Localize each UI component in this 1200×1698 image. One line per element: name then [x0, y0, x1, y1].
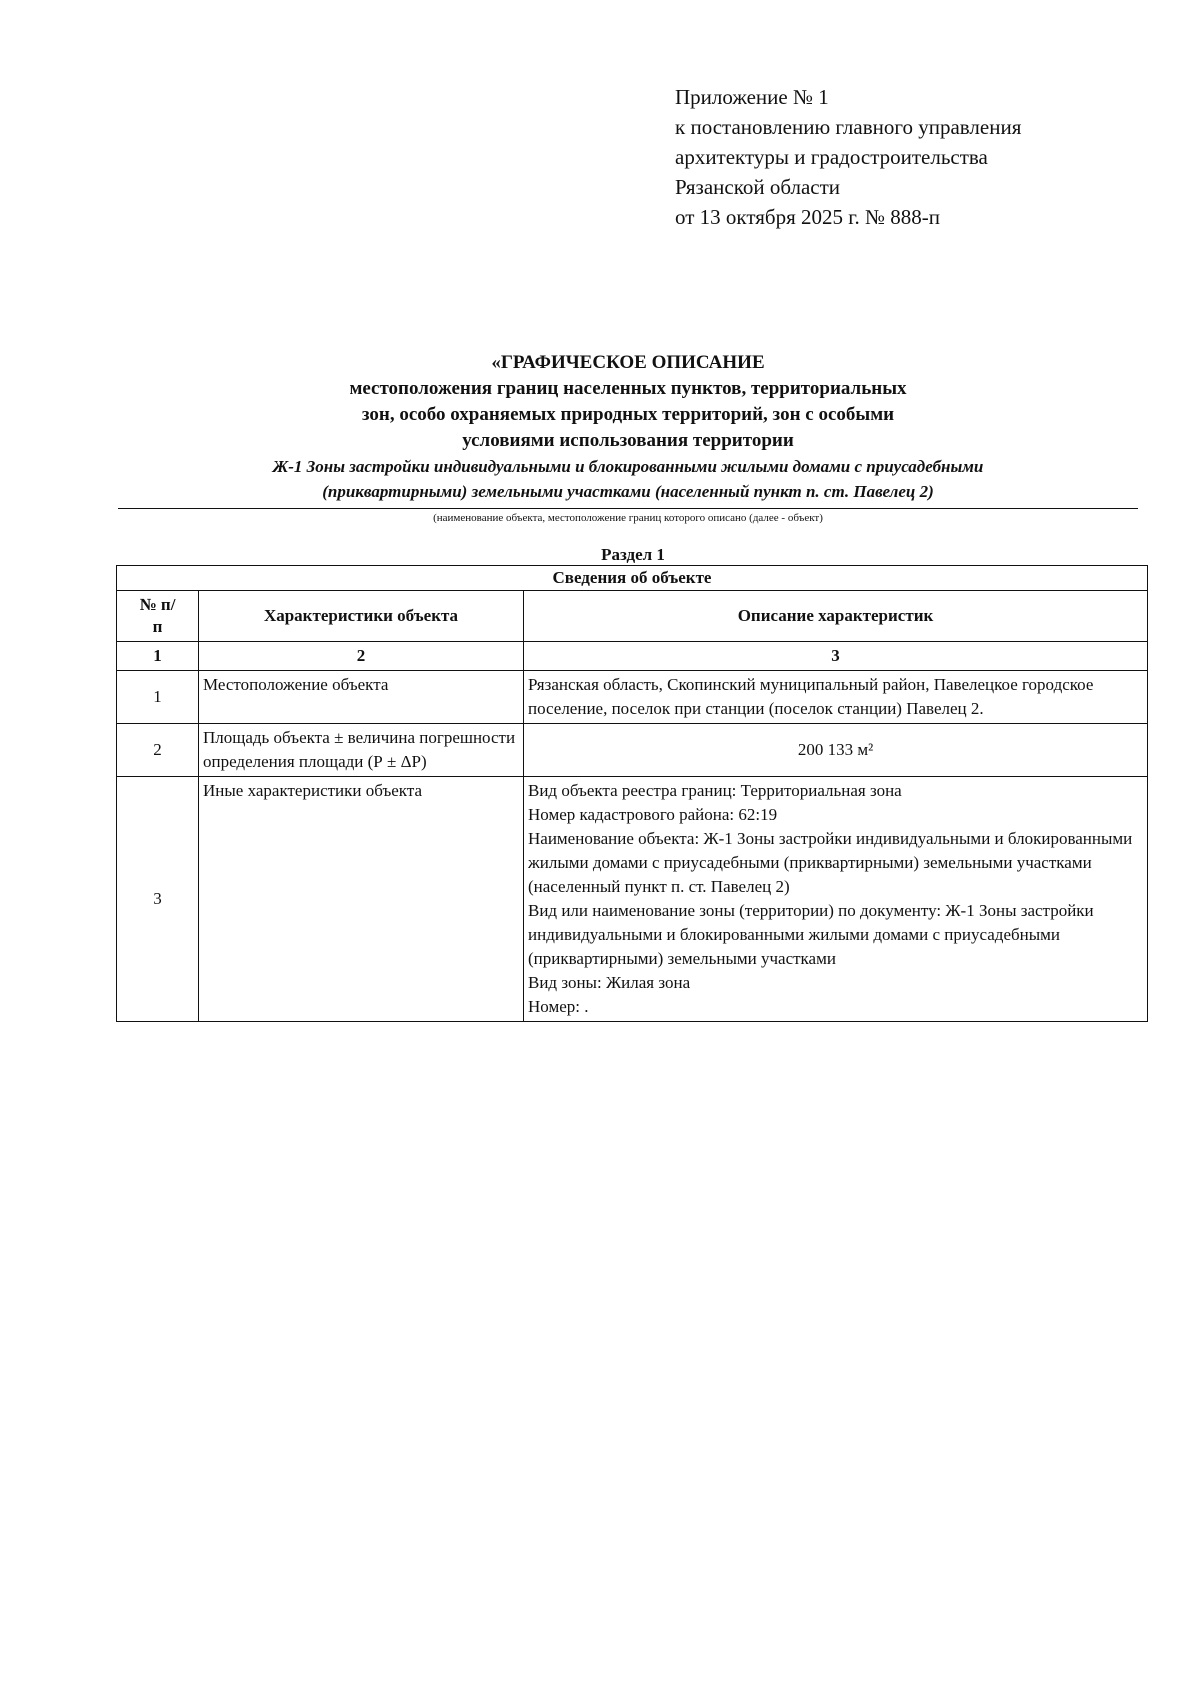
description-line: Вид или наименование зоны (территории) по документу: Ж-1 Зоны застройки индивидуальными и блокированными жилыми домами с приусадебными (приквартирными) земельными участками — [528, 901, 1094, 968]
row-num: 3 — [117, 777, 199, 1022]
title-underline — [118, 508, 1138, 509]
object-info-table — [116, 565, 1148, 1022]
row-description: Рязанская область, Скопинский муниципальный район, Павелецкое городское поселение, поселок при станции (поселок станции) Павелец 2. — [524, 671, 1148, 724]
table-row — [117, 724, 1148, 777]
title-line: «ГРАФИЧЕСКОЕ ОПИСАНИЕ — [491, 352, 765, 373]
appendix-line: архитектуры и градостроительства — [675, 145, 988, 169]
row-description — [524, 777, 1148, 1022]
description-line: Номер: . — [528, 997, 589, 1016]
object-name-line: (приквартирными) земельными участками (населенный пункт п. ст. Павелец 2) — [322, 482, 934, 501]
table-row — [117, 671, 1148, 724]
description-line: Номер кадастрового района: 62:19 — [528, 805, 778, 824]
object-name-note: (наименование объекта, местоположение границ которого описано (далее - объект) — [433, 512, 823, 524]
appendix-line: от 13 октября 2025 г. № 888-п — [675, 205, 940, 229]
row-characteristic: Площадь объекта ± величина погрешности определения площади (Р ± ΔР) — [199, 724, 524, 777]
description-line: Наименование объекта: Ж-1 Зоны застройки индивидуальными и блокированными жилыми домами с приусадебными (приквартирными) земельными участками (населенный пункт п. ст. Павелец 2) — [528, 829, 1133, 896]
header-description: Описание характеристик — [524, 591, 1148, 642]
table-row — [117, 777, 1148, 1022]
title-line: зон, особо охраняемых природных территорий, зон с особыми — [361, 404, 895, 425]
appendix-line: к постановлению главного управления — [675, 115, 1022, 139]
row-num: 1 — [117, 671, 199, 724]
header-characteristics: Характеристики объекта — [199, 591, 524, 642]
title-line: местоположения границ населенных пунктов, территориальных — [349, 378, 907, 399]
appendix-header — [675, 82, 1021, 232]
appendix-line: Приложение № 1 — [675, 85, 829, 109]
column-index: 1 — [117, 642, 199, 671]
row-num: 2 — [117, 724, 199, 777]
description-line: Вид объекта реестра границ: Территориальная зона — [528, 781, 902, 800]
row-description: 200 133 м² — [524, 724, 1148, 777]
section-label: Раздел 1 — [601, 545, 665, 564]
row-characteristic: Местоположение объекта — [199, 671, 524, 724]
table-title-row — [117, 566, 1148, 591]
description-line: Вид зоны: Жилая зона — [528, 973, 691, 992]
column-index: 3 — [524, 642, 1148, 671]
header-num-label: № п/п — [139, 595, 176, 636]
row-characteristic: Иные характеристики объекта — [199, 777, 524, 1022]
column-index-row — [117, 642, 1148, 671]
table-title: Сведения об объекте — [117, 566, 1148, 591]
title-line: условиями использования территории — [462, 430, 794, 451]
appendix-line: Рязанской области — [675, 175, 841, 199]
table-header-row — [117, 591, 1148, 642]
header-num — [117, 591, 199, 642]
object-name-line: Ж-1 Зоны застройки индивидуальными и блокированными жилыми домами с приусадебными — [272, 457, 984, 476]
document-title — [118, 350, 1138, 526]
column-index: 2 — [199, 642, 524, 671]
